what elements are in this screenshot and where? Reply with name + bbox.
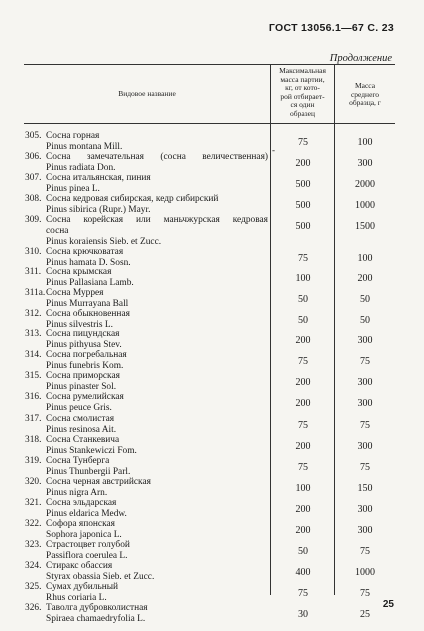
max-mass-value: 75: [298, 137, 308, 148]
latin-name: Pinus hamata D. Sosn.: [46, 258, 131, 268]
latin-name: Pinus radiata Don.: [46, 163, 116, 173]
header-line: ся один: [290, 100, 315, 110]
latin-name: Pinus funebris Kom.: [46, 361, 124, 371]
row-mark: -: [272, 145, 275, 155]
latin-name: Pinus pithyusa Stev.: [46, 340, 122, 350]
max-mass-value: 200: [295, 398, 311, 409]
header-line: Максимальная: [279, 66, 326, 75]
latin-name: Passiflora coerulea L.: [46, 551, 128, 561]
row-number: 319.: [25, 456, 42, 466]
avg-mass-value: 50: [360, 315, 370, 326]
header-line: рой отбирает-: [280, 91, 325, 101]
header-line: среднего: [350, 89, 380, 99]
species-name: сосна: [46, 226, 69, 236]
latin-name: Pinus pinaster Sol.: [46, 382, 117, 392]
avg-mass-value: 25: [360, 609, 370, 620]
row-number: 324.: [25, 561, 42, 571]
species-name: Сумах дубильный: [46, 582, 119, 592]
max-mass-value: 50: [298, 546, 308, 557]
row-number: 313.: [25, 329, 42, 339]
max-mass-value: 50: [298, 294, 308, 305]
row-number: 320.: [25, 477, 42, 487]
max-mass-value: 200: [295, 158, 311, 169]
max-mass-value: 500: [295, 221, 311, 232]
latin-name: Sophora japonica L.: [46, 530, 122, 540]
species-name: Сосна погребальная: [46, 350, 127, 360]
avg-mass-value: 100: [357, 137, 373, 148]
header-line: образца, г: [349, 98, 381, 108]
max-mass-value: 75: [298, 462, 308, 473]
species-name: Сосна эльдарская: [46, 498, 117, 508]
row-number: 322.: [25, 519, 42, 529]
max-mass-value: 200: [295, 525, 311, 536]
species-name: Стиракс обассия: [46, 561, 113, 571]
latin-name: Pinus sibirica (Rupr.) Mayr.: [46, 205, 151, 215]
column-header-species: Видовое название: [118, 89, 176, 98]
max-mass-value: 500: [295, 179, 311, 190]
avg-mass-value: 1000: [355, 567, 375, 578]
species-name: Сосна смолистая: [46, 414, 115, 424]
row-number: 309.: [25, 215, 42, 225]
header-line: кг, от кото-: [285, 83, 320, 93]
latin-name: Pinus resinosa Ait.: [46, 425, 117, 435]
latin-name: Pinus nigra Arn.: [46, 488, 108, 498]
row-number: 325.: [25, 582, 42, 592]
max-mass-value: 30: [298, 609, 308, 620]
row-number: 315.: [25, 371, 42, 381]
species-name: Сосна замечательная (сосна величественная): [46, 152, 268, 162]
max-mass-value: 100: [295, 273, 311, 284]
row-number: 308.: [25, 194, 42, 204]
species-name: Сосна черная австрийская: [46, 477, 151, 487]
avg-mass-value: 75: [360, 420, 370, 431]
species-name: Сосна Муррея: [46, 288, 104, 298]
latin-name: Pinus koraiensis Sieb. et Zucc.: [46, 237, 162, 247]
species-name: Сосна крючковатая: [46, 247, 124, 257]
avg-mass-value: 300: [357, 441, 373, 452]
latin-name: Styrax obassia Sieb. et Zucc.: [46, 572, 155, 582]
species-name: Сосна приморская: [46, 371, 120, 381]
avg-mass-value: 1500: [355, 221, 375, 232]
max-mass-value: 200: [295, 504, 311, 515]
max-mass-value: 75: [298, 356, 308, 367]
avg-mass-value: 1000: [355, 200, 375, 211]
max-mass-value: 500: [295, 200, 311, 211]
species-name: Сосна корейская или маньчжурская кедровая: [46, 215, 268, 225]
max-mass-value: 75: [298, 420, 308, 431]
max-mass-value: 400: [295, 567, 311, 578]
avg-mass-value: 75: [360, 356, 370, 367]
header-line: образец: [290, 108, 315, 118]
species-name: Страстоцвет голубой: [46, 540, 130, 550]
species-name: Сосна румелийская: [46, 392, 124, 402]
header-standard-ref: ГОСТ 13056.1—67 С. 23: [268, 22, 394, 34]
max-mass-value: 200: [295, 335, 311, 346]
row-number: 317.: [25, 414, 42, 424]
species-name: Сосна крымская: [46, 267, 112, 277]
row-number: 311а.: [25, 288, 46, 298]
species-name: Сосна обыкновенная: [46, 309, 130, 319]
avg-mass-value: 300: [357, 158, 373, 169]
avg-mass-value: 300: [357, 335, 373, 346]
max-mass-value: 200: [295, 377, 311, 388]
latin-name: Pinus silvestris L.: [46, 320, 113, 330]
column-header-max-mass: [271, 67, 334, 119]
avg-mass-value: 300: [357, 525, 373, 536]
latin-name: Rhus coriaria L.: [46, 593, 107, 603]
latin-name: Pinus eldarica Medw.: [46, 509, 127, 519]
table-row: [0, 215, 424, 247]
avg-mass-value: 75: [360, 588, 370, 599]
latin-name: Pinus pinea L.: [46, 184, 100, 194]
row-number: 326.: [25, 603, 42, 613]
row-number: 307.: [25, 173, 42, 183]
avg-mass-value: 300: [357, 398, 373, 409]
header-line: масса партии,: [280, 74, 325, 84]
species-name: Сосна кедровая сибирская, кедр сибирский: [46, 194, 219, 204]
max-mass-value: 200: [295, 441, 311, 452]
avg-mass-value: 300: [357, 504, 373, 515]
max-mass-value: 50: [298, 315, 308, 326]
species-name: Сосна Тунберга: [46, 456, 110, 466]
latin-name: Pinus peuce Gris.: [46, 403, 112, 413]
species-name: Софора японская: [46, 519, 115, 529]
table-top-rule: [24, 64, 395, 65]
latin-name: Spiraea chamaedryfolia L.: [46, 614, 146, 624]
row-number: 311.: [25, 267, 42, 277]
row-number: 318.: [25, 435, 42, 445]
row-number: 312.: [25, 309, 42, 319]
species-name: Сосна пицундская: [46, 329, 120, 339]
row-number: 314.: [25, 350, 42, 360]
latin-name: Pinus Murrayana Ball: [46, 299, 129, 309]
latin-name: Pinus montana Mill.: [46, 142, 123, 152]
max-mass-value: 75: [298, 253, 308, 264]
row-number: 323.: [25, 540, 42, 550]
avg-mass-value: 50: [360, 294, 370, 305]
avg-mass-value: 300: [357, 377, 373, 388]
latin-name: Pinus Thunbergii Parl.: [46, 467, 131, 477]
avg-mass-value: 2000: [355, 179, 375, 190]
avg-mass-value: 150: [357, 483, 373, 494]
max-mass-value: 75: [298, 588, 308, 599]
table-row: [0, 603, 424, 629]
species-name: Сосна итальянская, пиния: [46, 173, 151, 183]
avg-mass-value: 75: [360, 546, 370, 557]
avg-mass-value: 200: [357, 273, 373, 284]
row-number: 305.: [25, 131, 42, 141]
row-number: 306.: [25, 152, 42, 162]
max-mass-value: 100: [295, 483, 311, 494]
latin-name: Pinus Stankewiczi Fom.: [46, 446, 137, 456]
page-number: 25: [382, 599, 394, 610]
row-number: 310.: [25, 247, 42, 257]
row-number: 321.: [25, 498, 42, 508]
avg-mass-value: 100: [357, 253, 373, 264]
continuation-label: Продолжение: [329, 53, 392, 64]
species-name: Сосна Станкевича: [46, 435, 120, 445]
avg-mass-value: 75: [360, 462, 370, 473]
latin-name: Pinus Pallasiana Lamb.: [46, 278, 134, 288]
column-header-avg-mass: [335, 82, 395, 108]
table-header-rule: [24, 123, 395, 124]
header-line: Масса: [354, 81, 376, 90]
row-number: 316.: [25, 392, 42, 402]
species-name: Сосна горная: [46, 131, 100, 141]
species-name: Таволга дубровколистная: [46, 603, 148, 613]
